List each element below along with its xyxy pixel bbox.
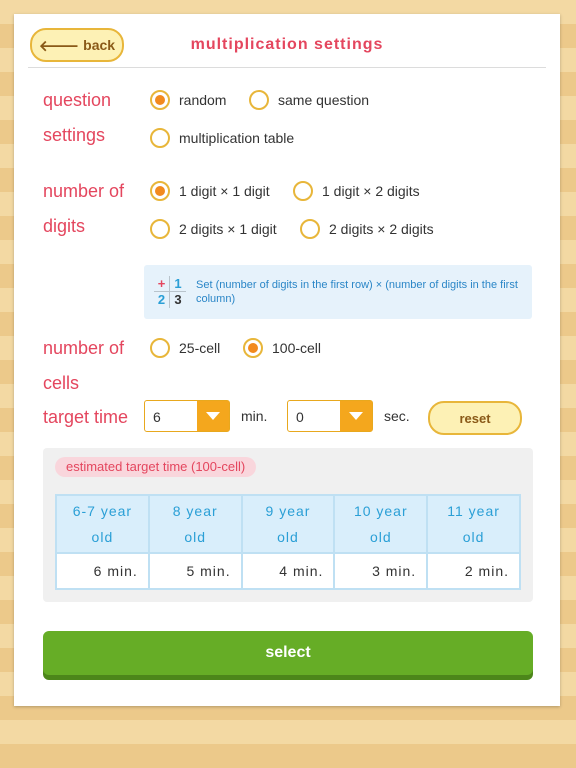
header-line2: old — [369, 529, 392, 545]
dropdown-button[interactable] — [340, 401, 372, 431]
radio-label: same question — [278, 92, 370, 108]
header-divider — [28, 67, 546, 68]
radio-100-cell[interactable] — [243, 338, 321, 358]
radio-label: multiplication table — [179, 130, 295, 146]
radio-1x1-digit[interactable] — [150, 181, 270, 201]
multiplication-grid-icon — [154, 276, 186, 308]
header-line1: 9 year — [265, 503, 311, 519]
radio-same-question[interactable] — [249, 90, 369, 110]
number-of-cells-label-line2: cells — [43, 373, 80, 393]
radio-label: random — [179, 92, 227, 108]
select-button[interactable]: select — [43, 631, 533, 675]
radio-label: 1 digit × 1 digit — [179, 183, 270, 199]
table-header — [242, 495, 335, 553]
chevron-down-icon — [206, 412, 220, 420]
settings-card — [14, 14, 560, 706]
header-line2: old — [91, 529, 114, 545]
radio-circle — [300, 219, 320, 239]
estimated-time-badge: estimated target time (100-cell) — [55, 457, 256, 477]
radio-label: 25-cell — [179, 340, 221, 356]
header-line1: 11 year — [447, 503, 500, 519]
radio-label: 100-cell — [272, 340, 322, 356]
header-line2: old — [462, 529, 485, 545]
number-of-digits-label-line1: number of — [43, 181, 125, 201]
radio-circle-selected — [150, 90, 170, 110]
seconds-select[interactable] — [287, 400, 373, 432]
table-header — [427, 495, 520, 553]
radio-circle — [150, 219, 170, 239]
radio-random[interactable] — [150, 90, 226, 110]
radio-label: 1 digit × 2 digits — [322, 183, 420, 199]
radio-circle — [293, 181, 313, 201]
radio-2x1-digits[interactable] — [150, 219, 277, 239]
minutes-select[interactable] — [144, 400, 230, 432]
table-cell: 5 min. — [149, 553, 242, 589]
table-header — [334, 495, 427, 553]
header-line1: 8 year — [172, 503, 218, 519]
table-header — [56, 495, 149, 553]
minutes-unit: min. — [241, 408, 268, 424]
header-line2: old — [277, 529, 299, 545]
dropdown-button[interactable] — [197, 401, 229, 431]
seconds-value: 0 — [296, 409, 304, 425]
radio-circle — [150, 128, 170, 148]
question-settings-label-line2: settings — [43, 125, 106, 145]
reset-button[interactable]: reset — [428, 401, 522, 435]
radio-label: 2 digits × 2 digits — [329, 221, 434, 237]
radio-circle-selected — [150, 181, 170, 201]
radio-circle-selected — [243, 338, 263, 358]
table-cell: 3 min. — [334, 553, 427, 589]
estimated-time-panel — [43, 448, 533, 602]
page-title: multiplication settings — [190, 36, 384, 53]
header-line1: 10 year — [353, 503, 408, 519]
number-of-cells-label-line1: number of — [43, 338, 125, 358]
question-settings-label-line1: question — [43, 90, 112, 110]
arrow-left-icon: 🡐 — [38, 37, 80, 55]
table-cell: 2 min. — [427, 553, 520, 589]
table-cell: 6 min. — [56, 553, 149, 589]
back-label: back — [83, 37, 116, 53]
radio-1x2-digits[interactable] — [293, 181, 420, 201]
grid-operator: + — [154, 276, 170, 292]
digits-info-box — [144, 265, 532, 319]
radio-25-cell[interactable] — [150, 338, 220, 358]
estimated-time-table — [55, 494, 521, 590]
radio-label: 2 digits × 1 digit — [179, 221, 277, 237]
info-text: Set (number of digits in the first row) × (number of digits in the first column) — [196, 279, 518, 305]
grid-cell: 1 — [170, 276, 186, 292]
radio-circle — [150, 338, 170, 358]
radio-circle — [249, 90, 269, 110]
chevron-down-icon — [349, 412, 363, 420]
number-of-digits-label-line2: digits — [43, 216, 86, 236]
table-header-row — [56, 495, 520, 553]
radio-multiplication-table[interactable] — [150, 128, 294, 148]
grid-cell: 3 — [174, 292, 182, 307]
target-time-label: target time — [43, 407, 129, 427]
radio-2x2-digits[interactable] — [300, 219, 434, 239]
seconds-unit: sec. — [384, 408, 410, 424]
grid-cell: 2 — [154, 292, 170, 308]
minutes-value: 6 — [153, 409, 161, 425]
table-cell: 4 min. — [242, 553, 335, 589]
header-line1: 6-7 year — [72, 503, 133, 519]
table-header — [149, 495, 242, 553]
table-row — [56, 553, 520, 589]
header-line2: old — [184, 529, 207, 545]
